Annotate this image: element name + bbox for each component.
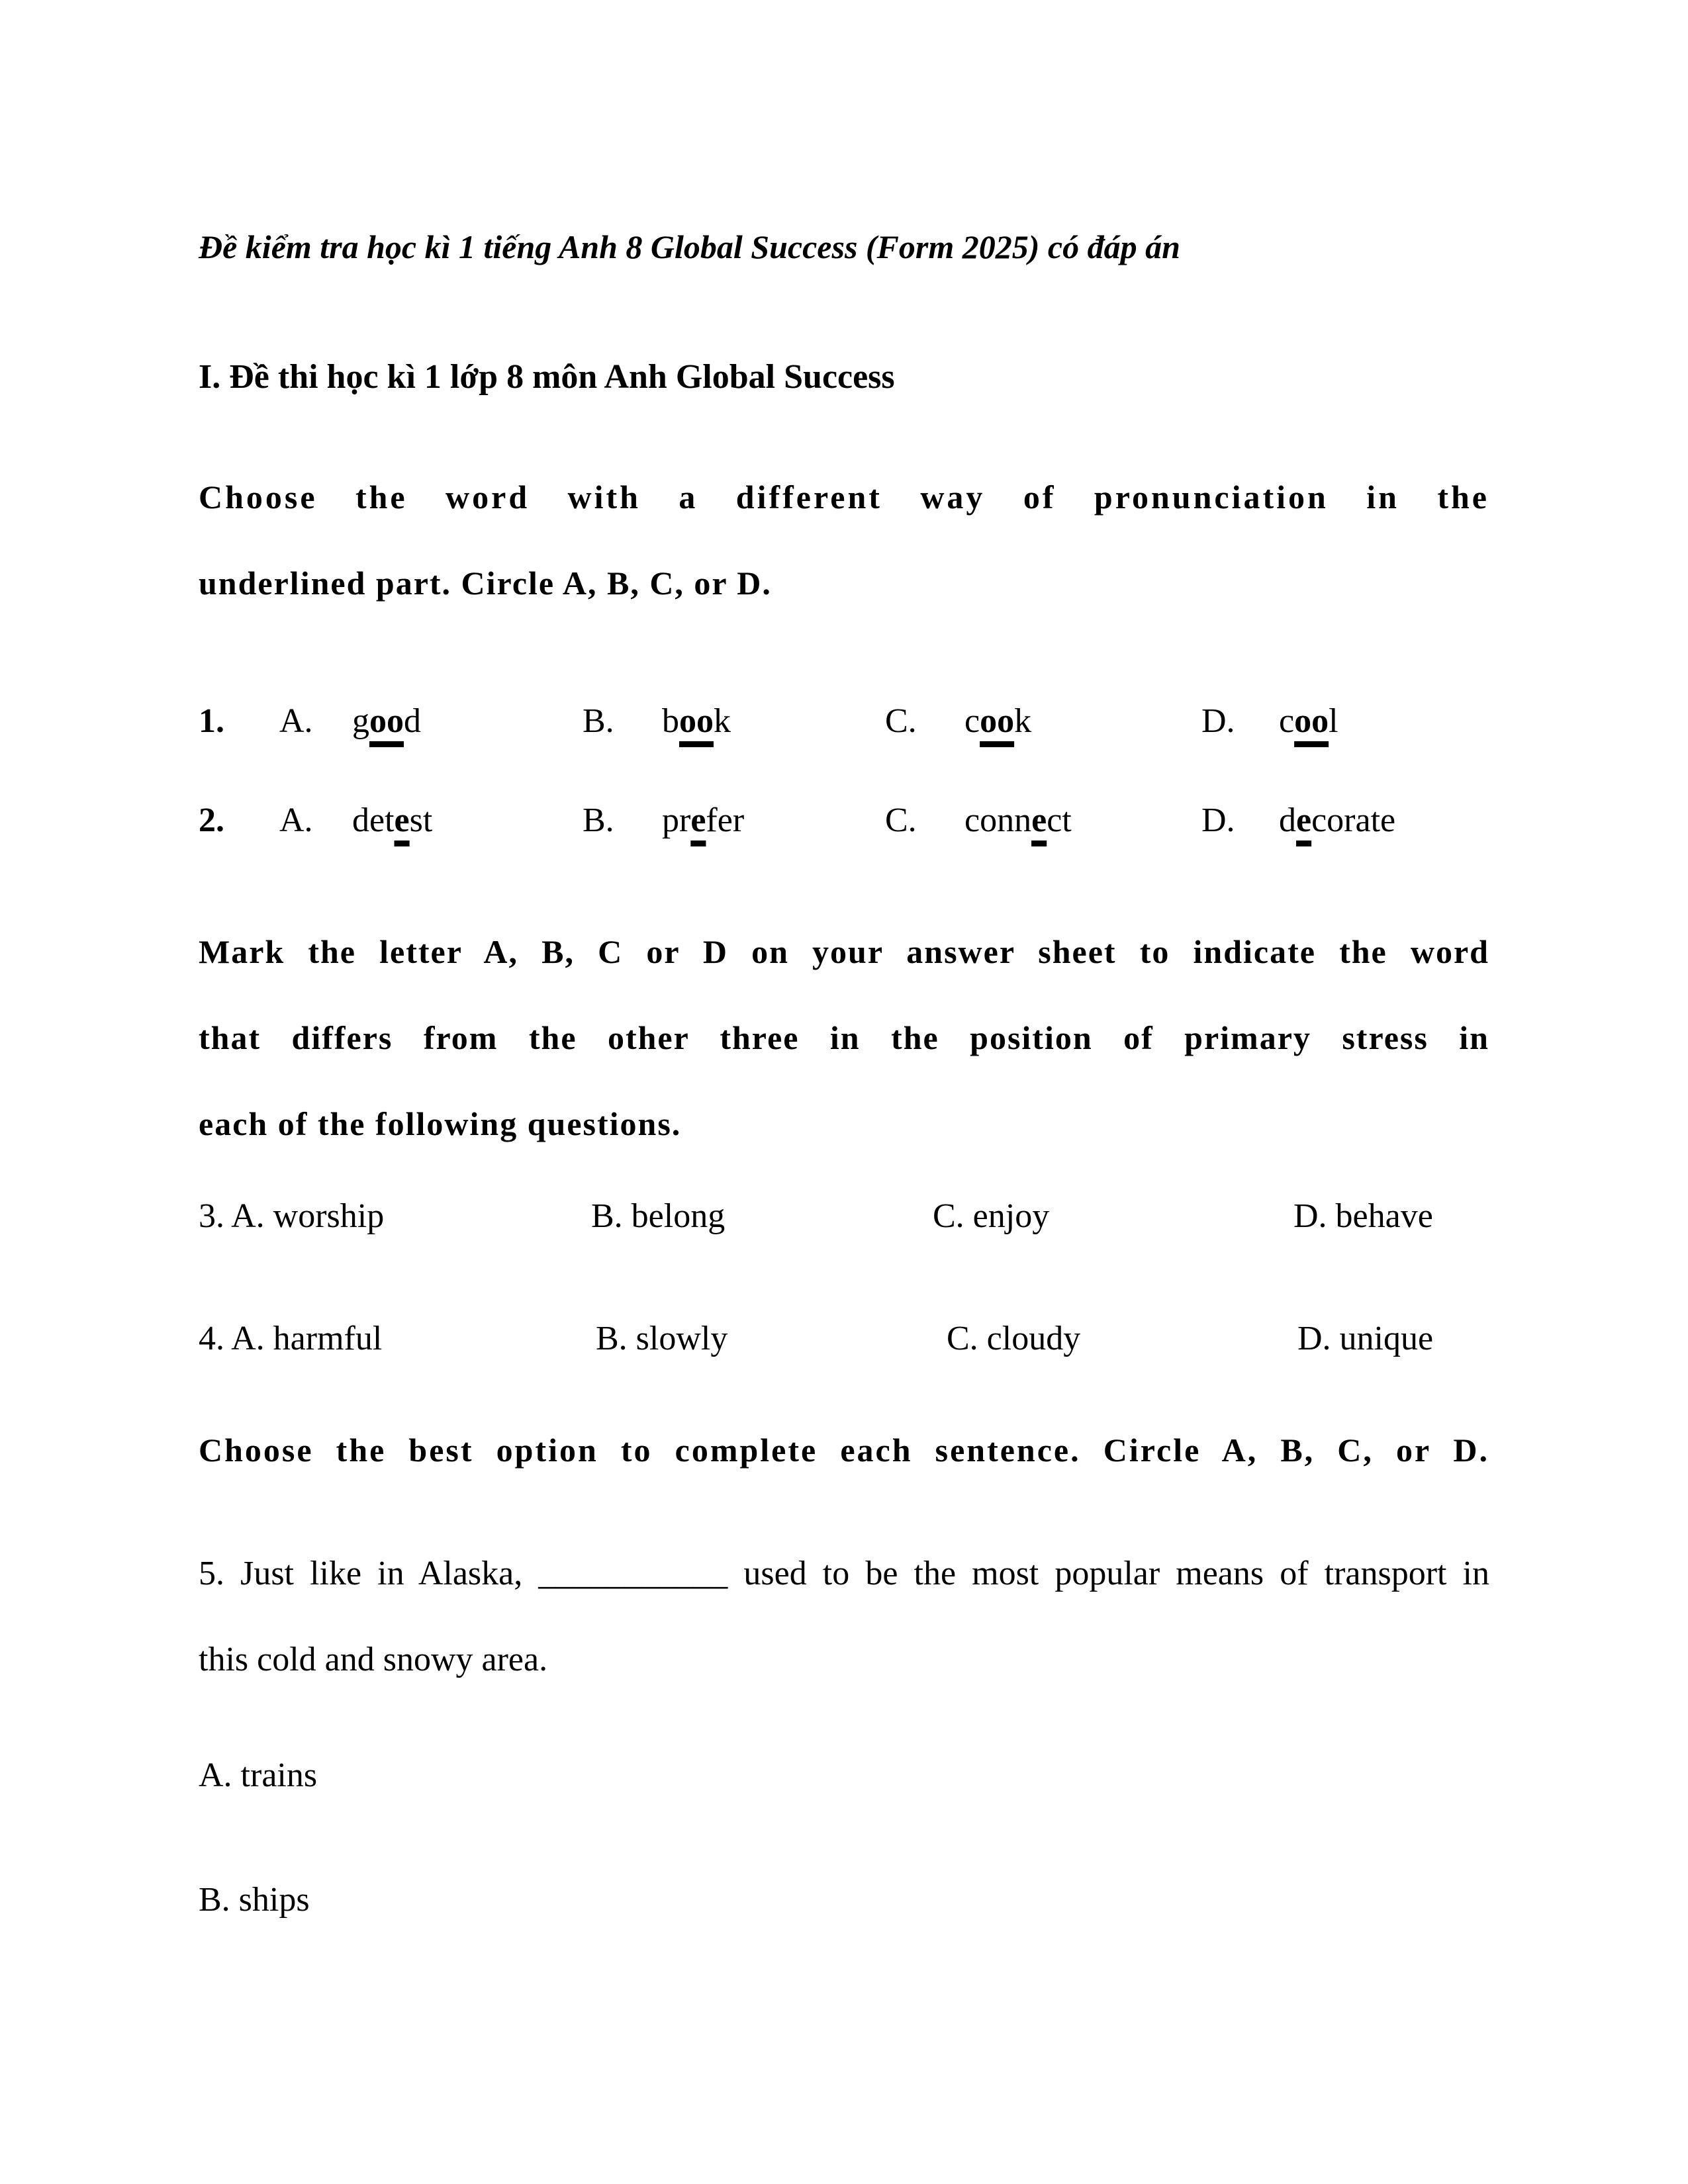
q2-c-underlined: e bbox=[1031, 801, 1047, 839]
q2-option-d-letter: D. bbox=[1201, 801, 1235, 839]
question-3-row bbox=[199, 1195, 1489, 1254]
q1-option-c-letter: C. bbox=[885, 702, 917, 740]
q1-option-a-letter: A. bbox=[279, 702, 313, 740]
q1-c-pre: c bbox=[964, 702, 980, 740]
q1-option-b-word bbox=[662, 700, 731, 743]
question-4-row bbox=[199, 1317, 1489, 1377]
instruction2-line3: each of the following questions. bbox=[199, 1105, 682, 1142]
q1-option-a-word bbox=[352, 700, 421, 743]
page-content bbox=[199, 0, 1489, 2184]
q1-number: 1. bbox=[199, 702, 224, 740]
q2-number: 2. bbox=[199, 801, 224, 839]
q1-d-pre: c bbox=[1279, 702, 1295, 740]
q1-option-c-word bbox=[964, 700, 1031, 743]
q2-d-underlined: e bbox=[1296, 801, 1312, 839]
q1-c-underlined: oo bbox=[980, 702, 1015, 740]
q2-b-post: fer bbox=[706, 801, 745, 839]
instruction2-line2: that differs from the other three in the position of primary stress in bbox=[199, 1019, 1489, 1056]
q2-option-a-word bbox=[352, 799, 432, 842]
q3-option-d: D. behave bbox=[1293, 1197, 1433, 1235]
question-5-line2: this cold and snowy area. bbox=[199, 1641, 548, 1678]
q2-option-c-letter: C. bbox=[885, 801, 917, 839]
section-heading: I. Đề thi học kì 1 lớp 8 môn Anh Global Success bbox=[199, 358, 895, 396]
q1-option-b-letter: B. bbox=[583, 702, 614, 740]
q1-a-underlined: oo bbox=[369, 702, 404, 740]
q3-option-a: 3. A. worship bbox=[199, 1197, 385, 1235]
q1-b-post: k bbox=[714, 702, 731, 740]
q2-option-d-word bbox=[1279, 799, 1395, 842]
question-5-line1: 5. Just like in Alaska, ___________ used to be the most popular means of transport in bbox=[199, 1555, 1489, 1592]
q2-b-pre: pr bbox=[662, 801, 691, 839]
q2-option-a-letter: A. bbox=[279, 801, 313, 839]
q1-b-underlined: oo bbox=[679, 702, 714, 740]
instruction3: Choose the best option to complete each sentence. Circle A, B, C, or D. bbox=[199, 1432, 1489, 1469]
q2-d-post: corate bbox=[1311, 801, 1396, 839]
q2-option-c-word bbox=[964, 799, 1072, 842]
q2-option-b-word bbox=[662, 799, 744, 842]
q1-option-d-word bbox=[1279, 700, 1338, 743]
q2-a-post: st bbox=[409, 801, 433, 839]
q2-option-b-letter: B. bbox=[583, 801, 614, 839]
q3-option-b: B. belong bbox=[591, 1197, 726, 1235]
instruction2-line1: Mark the letter A, B, C or D on your answer sheet to indicate the word bbox=[199, 933, 1489, 970]
q1-a-post: d bbox=[404, 702, 421, 740]
q1-option-d-letter: D. bbox=[1201, 702, 1235, 740]
q4-option-a: 4. A. harmful bbox=[199, 1320, 383, 1357]
question-2-row bbox=[199, 799, 1489, 858]
q5-option-b: B. ships bbox=[199, 1881, 310, 1919]
instruction1-line1: Choose the word with a different way of pronunciation in the bbox=[199, 478, 1489, 516]
q1-c-post: k bbox=[1014, 702, 1032, 740]
q2-c-pre: conn bbox=[964, 801, 1032, 839]
q1-d-underlined: oo bbox=[1294, 702, 1329, 740]
page-title: Đề kiểm tra học kì 1 tiếng Anh 8 Global Success (Form 2025) có đáp án bbox=[199, 228, 1180, 265]
q4-option-c: C. cloudy bbox=[947, 1320, 1081, 1357]
instruction1-line2: underlined part. Circle A, B, C, or D. bbox=[199, 565, 772, 602]
question-1-row bbox=[199, 700, 1489, 759]
q4-option-b: B. slowly bbox=[596, 1320, 728, 1357]
q2-d-pre: d bbox=[1279, 801, 1296, 839]
q2-a-pre: det bbox=[352, 801, 395, 839]
q1-b-pre: b bbox=[662, 702, 679, 740]
q1-d-post: l bbox=[1329, 702, 1338, 740]
q2-b-underlined: e bbox=[690, 801, 706, 839]
q2-c-post: ct bbox=[1047, 801, 1072, 839]
q2-a-underlined: e bbox=[394, 801, 410, 839]
q5-option-a: A. trains bbox=[199, 1756, 318, 1794]
q1-a-pre: g bbox=[352, 702, 369, 740]
q3-option-c: C. enjoy bbox=[933, 1197, 1050, 1235]
q4-option-d: D. unique bbox=[1297, 1320, 1434, 1357]
